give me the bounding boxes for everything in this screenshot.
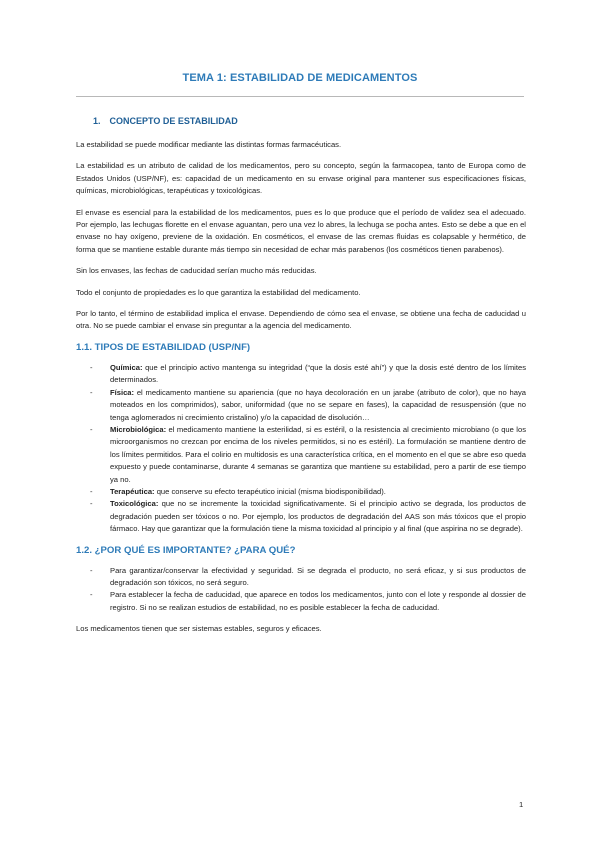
list-item [110, 486, 526, 498]
list-item [110, 498, 526, 535]
list-item-text: que conserve su efecto terapéutico inicial (misma biodisponibilidad). [154, 486, 386, 496]
paragraph: El envase es esencial para la estabilidad de los medicamentos, pues es lo que produce que el período de validez sea el adecuado. Por ejemplo, las lechugas florette en el envase aguantan, pero una vez lo abres, la lechuga se pocha antes. Esto se debe a que en el envase no hay oxígeno, previene de la oxidación. En cosméticos, el envase de las cremas fluidas es colapsable y hermético, de forma que se mantiene estable durante más tiempo sin necesidad de echar más parabenos (los cosméticos tienen parabenos). [76, 207, 526, 254]
section-1-title: CONCEPTO DE ESTABILIDAD [109, 116, 238, 126]
section-1-heading [76, 116, 526, 126]
list-item [110, 424, 526, 486]
list-item-text: el medicamento mantiene su apariencia (que no haya decoloración en un jarabe (atributo de color), que no haya moteados en los comprimidos), sabor, uniformidad (que no se separe en fases), la capacidad de resuspensión (que no tenga aglomerados ni crecimiento cristalino) y/o la capacidad de disolución… [110, 387, 526, 422]
list-item-term: Toxicológica: [110, 499, 159, 509]
importance-list [76, 565, 526, 615]
section-1-1-heading: 1.1. TIPOS DE ESTABILIDAD (USP/NF) [76, 341, 251, 353]
stability-types-list [76, 362, 526, 536]
section-1-number: 1. [93, 116, 101, 126]
paragraph: La estabilidad se puede modificar mediante las distintas formas farmacéuticas. [76, 140, 342, 149]
list-item-text: que no se incremente la toxicidad significativamente. Si el principio activo se degrada, los productos de degradación pueden ser tóxicos o no. Por ejemplo, los productos de degradación del AAS son más tóxicos que el propio fármaco. Hay que garantizar que la formulación tiene la misma toxicidad al principio y al final (que aspirina no se degrade). [110, 499, 526, 534]
closing-paragraph: Los medicamentos tienen que ser sistemas estables, seguros y eficaces. [76, 624, 322, 634]
paragraph: Por lo tanto, el término de estabilidad implica el envase. Dependiendo de cómo sea el envase, se obtiene una fecha de caducidad u otra. No se puede cambiar el envase sin preguntar a la agencia del medicamento. [76, 309, 526, 331]
list-item-text: que el principio activo mantenga su integridad (“que la dosis esté ahí”) y que la dosis esté dentro de los límites determinados. [110, 362, 526, 385]
list-item-term: Química: [110, 362, 143, 372]
list-item [110, 362, 526, 387]
list-item: - Para garantizar/conservar la efectividad y seguridad. Si se degrada el producto, no será eficaz, y si sus productos de degradación son tóxicos, no será seguro. [110, 565, 526, 590]
document-title: TEMA 1: ESTABILIDAD DE MEDICAMENTOS [182, 72, 418, 84]
list-item: - Para establecer la fecha de caducidad, que aparece en todos los medicamentos, junto con el lote y responde al dossier de registro. Si no se realizan estudios de estabilidad, no es posible establecer la fecha de caducidad. [110, 589, 526, 614]
page-number: 1 [519, 800, 524, 809]
document-body [76, 112, 526, 645]
section-1-2-heading: 1.2. ¿POR QUÉ ES IMPORTANTE? ¿PARA QUÉ? [76, 544, 296, 556]
list-item-term: Terapéutica: [110, 486, 155, 496]
paragraph: Sin los envases, las fechas de caducidad serían mucho más reducidas. [76, 266, 317, 276]
paragraph: Todo el conjunto de propiedades es lo que garantiza la estabilidad del medicamento. [76, 287, 361, 297]
list-item-term: Microbiológica: [110, 424, 167, 434]
list-item-text: el medicamento mantiene la esterilidad, si es estéril, o la resistencia al crecimiento microbiano (o que los microorganismos no crezcan por encima de los niveles permitidos, si no es estéril). La formulación se mantiene dentro de los límites permitidos. Para el colirio en multidosis es una característica crítica, en el momento en el que se abre eso queda expuesto y puede contaminarse, durante 4 semanas se garantiza que mantiene su estabilidad, pero a partir de ese tiempo ya no. [110, 424, 526, 484]
title-divider [76, 96, 524, 97]
paragraph: La estabilidad es un atributo de calidad de los medicamentos, pero su concepto, según la farmacopea, tanto de Europa como de Estados Unidos (USP/NF), es: capacidad de un medicamento en su envase original para mantener sus especificaciones físicas, químicas, microbiológicas, terapéuticas y toxicológicas. [76, 161, 526, 196]
list-item-term: Física: [110, 387, 135, 397]
list-item [110, 387, 526, 424]
